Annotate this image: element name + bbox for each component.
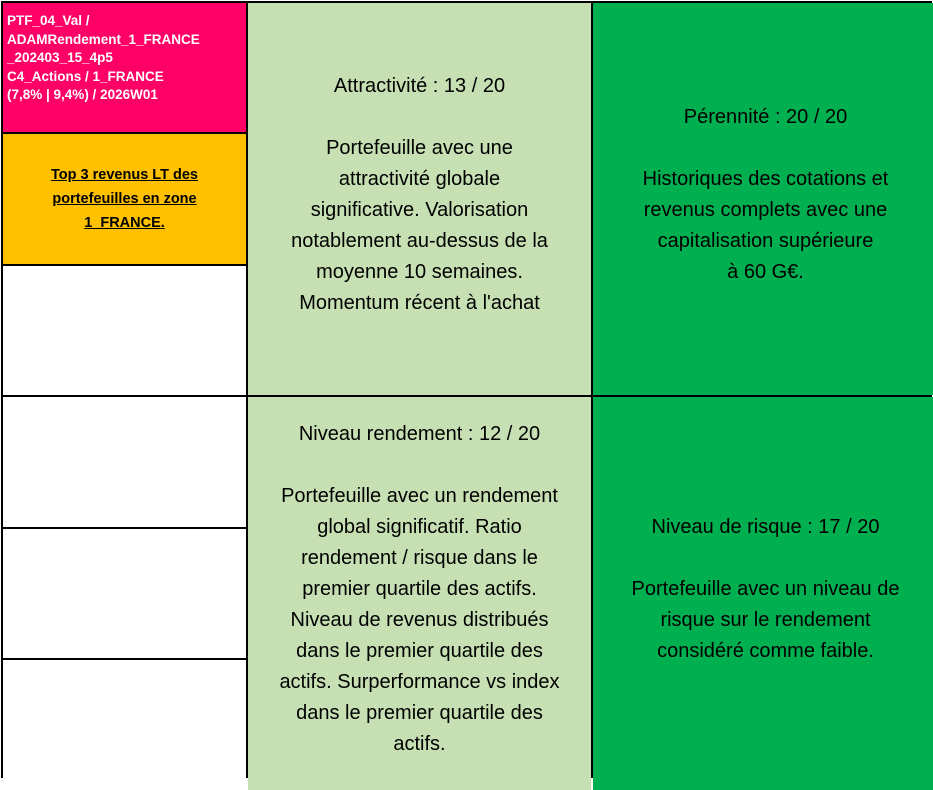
empty-cell (3, 529, 246, 658)
risque-description: Portefeuille avec un niveau de risque sur le rendement considéré comme faible. (631, 578, 900, 662)
perennite-panel (593, 3, 933, 395)
zone-subtitle-cell (3, 134, 246, 264)
portfolio-title-cell: PTF_04_Val / ADAMRendement_1_FRANCE _202403_15_4p5 C4_Actions / 1_FRANCE (7,8% | 9,4%) / 2026W01 (3, 3, 246, 132)
empty-cell (3, 660, 246, 790)
attractivite-score: Attractivité : 13 / 20 (333, 75, 506, 97)
empty-cell (3, 266, 246, 395)
attractivite-description: Portefeuille avec une attractivité globale significative. Valorisation notablement au-dessus de la moyenne 10 semaines. Momentum récent à l'achat (291, 137, 548, 314)
risque-panel (593, 397, 933, 790)
attractivite-panel (248, 3, 591, 395)
rendement-panel (248, 397, 591, 790)
perennite-description: Historiques des cotations et revenus complets avec une capitalisation supérieure à 60 G€. (642, 168, 889, 283)
zone-subtitle-link[interactable]: Top 3 revenus LT des portefeuilles en zone 1_FRANCE. (51, 167, 198, 231)
perennite-score: Pérennité : 20 / 20 (683, 106, 848, 128)
risque-score: Niveau de risque : 17 / 20 (651, 516, 880, 538)
rendement-score: Niveau rendement : 12 / 20 (298, 423, 541, 445)
scorecard-grid (1, 1, 932, 778)
rendement-description: Portefeuille avec un rendement global significatif. Ratio rendement / risque dans le premier quartile des actifs. Niveau de revenus distribués dans le premier quartile des actifs. Surperformance vs index dans le premier quartile des actifs. (279, 485, 560, 755)
empty-cell (3, 397, 246, 527)
